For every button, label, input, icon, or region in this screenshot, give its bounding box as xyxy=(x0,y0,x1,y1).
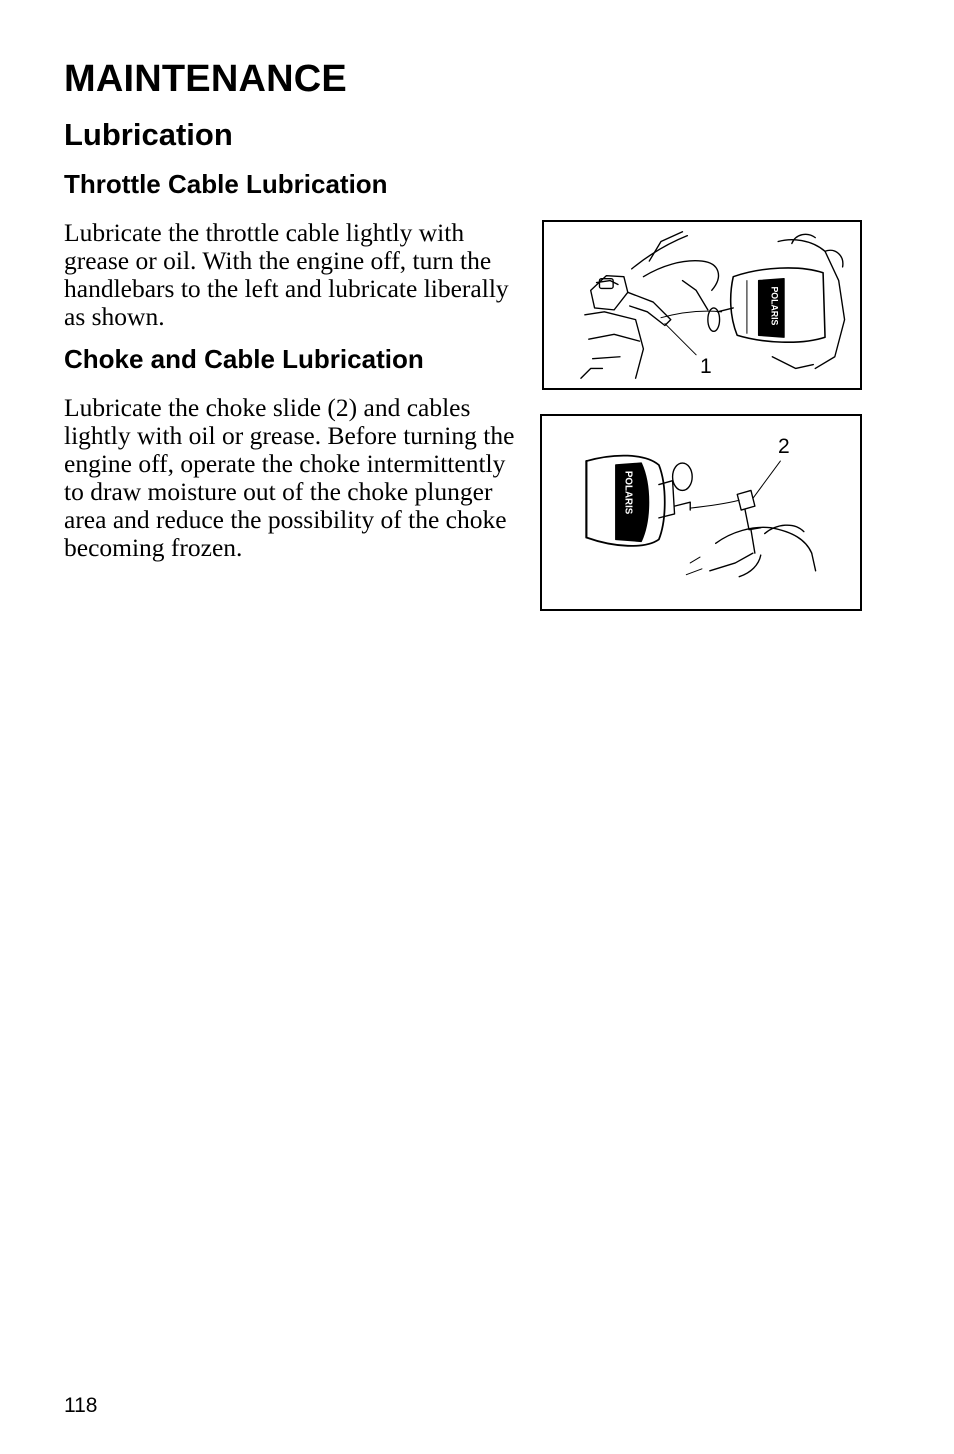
page-title: MAINTENANCE xyxy=(64,58,347,100)
section-title: Lubrication xyxy=(64,117,233,152)
bottle-brand-text: POLARIS xyxy=(769,286,780,326)
page-number: 118 xyxy=(64,1394,98,1417)
choke-drawing xyxy=(542,416,860,609)
throttle-illustration xyxy=(542,220,862,390)
callout-1: 1 xyxy=(700,355,712,378)
throttle-paragraph: Lubricate the throttle cable lightly with grease or oil. With the engine off, turn the handlebars to the left and lubricate liberally as shown. xyxy=(64,218,509,331)
choke-paragraph: Lubricate the choke slide (2) and cables lightly with oil or grease. Before turning the engine off, operate the choke intermittently to draw moisture out of the choke plunger area and reduce the possibility of the choke becoming frozen. xyxy=(64,393,515,562)
throttle-heading: Throttle Cable Lubrication xyxy=(64,169,388,199)
choke-heading: Choke and Cable Lubrication xyxy=(64,344,424,374)
choke-illustration xyxy=(540,414,862,611)
bottle-brand-text-2: POLARIS xyxy=(622,470,634,515)
callout-2: 2 xyxy=(778,435,790,458)
